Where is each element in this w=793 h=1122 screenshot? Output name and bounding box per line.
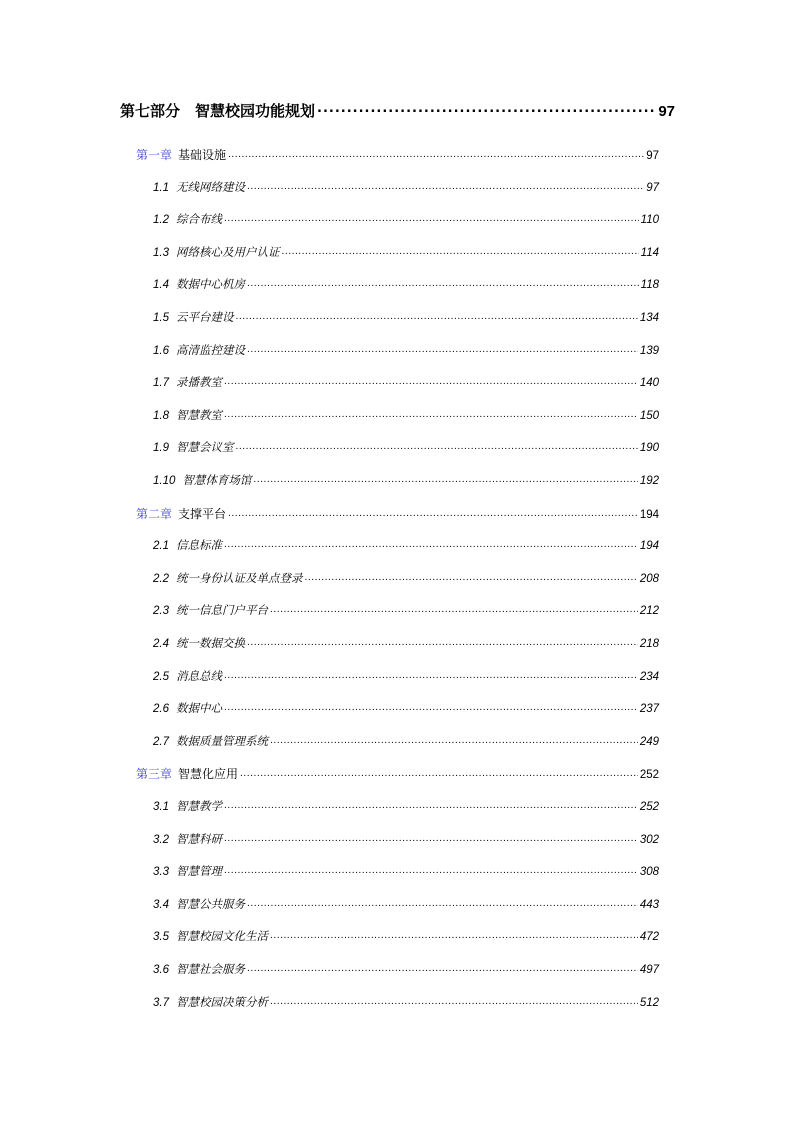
section-title: 高清监控建设 [176, 342, 245, 357]
dot-leader [224, 407, 638, 419]
dot-leader [282, 244, 639, 256]
page-number: 497 [639, 964, 659, 976]
section-number: 2.5 [153, 670, 169, 683]
section-title: 录播教室 [176, 375, 222, 390]
dot-leader [247, 636, 638, 648]
section-title: 智慧校园文化生活 [176, 929, 268, 944]
page-number: 139 [639, 344, 659, 357]
page-number: 249 [639, 735, 659, 748]
dot-leader [247, 277, 639, 289]
section-title: 智慧校园决策分析 [176, 994, 268, 1009]
section-number: 3.6 [153, 964, 169, 976]
section-entry[interactable] [153, 472, 659, 488]
section-entry[interactable] [153, 700, 659, 716]
section-entry[interactable] [153, 309, 659, 325]
section-entry[interactable] [153, 798, 659, 814]
section-entry[interactable] [153, 244, 659, 260]
section-number: 2.1 [153, 540, 169, 553]
section-number: 2.6 [153, 703, 169, 716]
page-number: 194 [639, 540, 659, 553]
section-entry[interactable] [153, 635, 659, 651]
page-number: 118 [640, 279, 659, 292]
page-number: 443 [639, 898, 659, 911]
dot-leader [228, 147, 644, 159]
dot-leader [224, 212, 639, 224]
section-title: 智慧体育场馆 [182, 473, 252, 487]
dot-leader [317, 101, 656, 116]
section-entry[interactable] [153, 537, 659, 553]
section-entry[interactable] [153, 896, 659, 912]
section-number: 3.7 [153, 996, 169, 1009]
section-entry[interactable] [153, 570, 659, 586]
section-entry[interactable] [153, 994, 659, 1010]
section-title: 网络核心及用户认证 [176, 244, 280, 259]
page-number: 97 [646, 181, 659, 194]
dot-leader [236, 440, 638, 452]
section-number: 1.10 [153, 475, 176, 487]
page-number: 150 [639, 409, 659, 422]
section-entry[interactable] [153, 342, 659, 358]
section-title: 综合布线 [176, 212, 222, 227]
section-title: 云平台建设 [176, 310, 234, 324]
dot-leader [224, 668, 638, 680]
section-number: 2.7 [153, 735, 169, 748]
section-title: 智慧公共服务 [176, 896, 245, 911]
dot-leader [270, 733, 638, 745]
section-entry[interactable] [153, 374, 659, 390]
chapter-entry[interactable] [136, 146, 659, 163]
section-title: 智慧科研 [176, 831, 222, 846]
dot-leader [224, 799, 638, 811]
section-title: 智慧社会服务 [176, 962, 245, 976]
part-title: 第七部分 智慧校园功能规划 [120, 102, 316, 120]
section-entry[interactable] [153, 928, 659, 944]
page-number: 472 [639, 931, 659, 944]
chapter-number: 第一章 [136, 148, 173, 162]
chapter-number: 第三章 [136, 767, 173, 782]
page-number: 190 [639, 442, 659, 455]
page-number: 252 [639, 801, 659, 813]
section-title: 信息标准 [176, 538, 222, 553]
section-entry[interactable] [153, 961, 659, 977]
section-number: 1.2 [153, 214, 169, 227]
section-entry[interactable] [153, 863, 659, 879]
page-number: 218 [639, 638, 659, 650]
section-title: 统一身份认证及单点登录 [176, 570, 303, 585]
chapter-title: 智慧化应用 [178, 767, 239, 782]
section-title: 消息总线 [176, 668, 222, 683]
section-number: 2.4 [153, 638, 169, 650]
page-number: 110 [640, 214, 659, 227]
section-title: 数据中心 [176, 701, 222, 716]
section-number: 1.5 [153, 312, 169, 324]
dot-leader [224, 701, 638, 713]
section-entry[interactable] [153, 179, 659, 195]
section-entry[interactable] [153, 439, 659, 455]
dot-leader [240, 766, 638, 778]
page-number: 512 [639, 996, 659, 1009]
section-entry[interactable] [153, 407, 659, 423]
section-number: 3.5 [153, 931, 169, 944]
page-number: 212 [639, 605, 659, 618]
section-entry[interactable] [153, 211, 659, 227]
section-number: 3.4 [153, 898, 169, 911]
dot-leader [224, 831, 638, 843]
section-number: 1.6 [153, 344, 169, 357]
dot-leader [247, 962, 638, 974]
section-title: 智慧管理 [176, 864, 222, 879]
chapter-title: 基础设施 [178, 148, 227, 162]
section-title: 数据质量管理系统 [176, 733, 268, 748]
page-number: 252 [639, 769, 659, 782]
section-number: 1.4 [153, 279, 169, 292]
section-title: 智慧教学 [176, 799, 222, 813]
page-number: 302 [639, 833, 659, 846]
section-number: 1.1 [153, 181, 169, 194]
page-number: 208 [639, 572, 659, 585]
page-number: 194 [639, 508, 659, 521]
section-number: 2.3 [153, 605, 169, 618]
dot-leader [224, 864, 638, 876]
chapter-entry[interactable] [136, 505, 659, 522]
section-entry[interactable] [153, 831, 659, 847]
page-number: 114 [640, 246, 659, 259]
dot-leader [224, 375, 638, 387]
page-number: 134 [639, 312, 659, 324]
section-number: 1.3 [153, 246, 169, 259]
section-number: 3.3 [153, 866, 169, 879]
page-number: 192 [639, 475, 659, 487]
section-number: 2.2 [153, 572, 169, 585]
section-title: 统一数据交换 [176, 636, 245, 650]
chapter-title: 支撑平台 [178, 506, 227, 521]
section-title: 统一信息门户平台 [176, 603, 268, 618]
section-entry[interactable] [153, 668, 659, 684]
dot-leader [270, 994, 638, 1006]
page-number: 140 [639, 377, 659, 390]
dot-leader [253, 473, 637, 485]
section-entry[interactable] [153, 602, 659, 618]
dot-leader [236, 310, 638, 322]
section-number: 3.2 [153, 833, 169, 846]
dot-leader [224, 538, 638, 550]
page-number: 97 [658, 103, 675, 120]
section-title: 无线网络建设 [176, 179, 245, 194]
dot-leader [247, 896, 638, 908]
chapter-number: 第二章 [136, 506, 173, 521]
page-number: 308 [639, 866, 659, 879]
dot-leader [270, 603, 638, 615]
section-title: 数据中心机房 [176, 277, 245, 292]
section-number: 3.1 [153, 801, 169, 813]
section-title: 智慧会议室 [176, 440, 234, 455]
section-number: 1.7 [153, 377, 169, 390]
dot-leader [305, 570, 638, 582]
page-number: 237 [639, 703, 659, 716]
dot-leader [270, 929, 638, 941]
dot-leader [247, 342, 638, 354]
chapter-entry[interactable] [136, 765, 659, 782]
page-number: 97 [646, 150, 659, 162]
section-entry[interactable] [153, 276, 659, 292]
dot-leader [247, 179, 644, 191]
section-number: 1.8 [153, 409, 169, 422]
section-entry[interactable] [153, 733, 659, 749]
dot-leader [228, 506, 638, 518]
part-heading[interactable] [120, 100, 675, 121]
page-number: 234 [639, 670, 659, 683]
section-number: 1.9 [153, 442, 169, 455]
section-title: 智慧教室 [176, 407, 222, 422]
